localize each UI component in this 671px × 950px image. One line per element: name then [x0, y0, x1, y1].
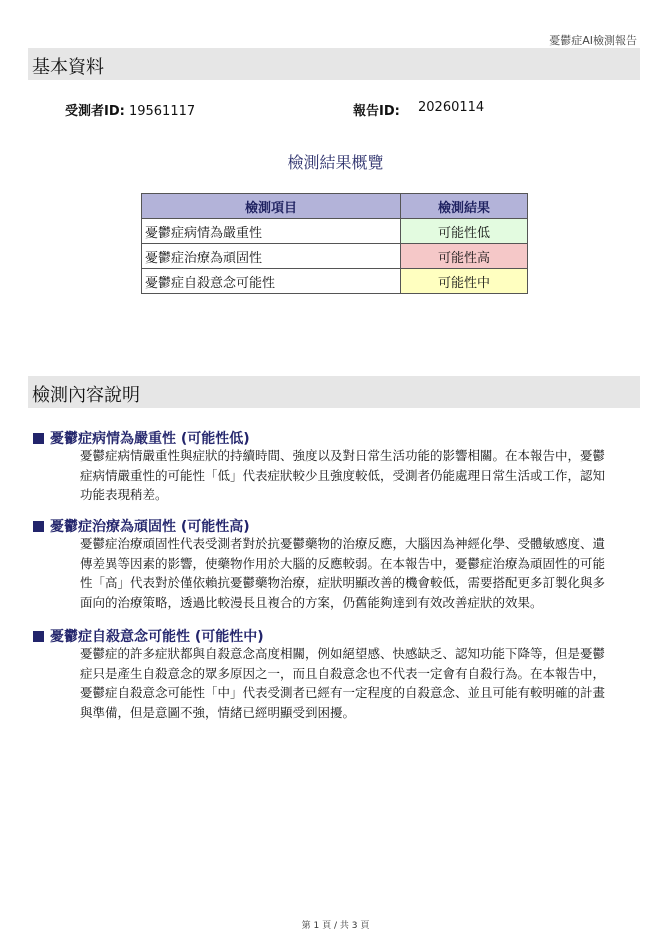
paragraph-line: 症只是產生自殺意念的眾多原因之一，而且自殺意念也不代表一定會有自殺行為。在本報告中， — [80, 665, 606, 681]
detail-heading — [33, 516, 250, 536]
paragraph-line: 面向的治療策略，透過比較漫長且複合的方案，仍舊能夠達到有效改善症狀的效果。 — [80, 594, 543, 610]
section-title: 基本資料 — [32, 57, 104, 78]
paragraph-line: 憂鬱症的許多症狀都與自殺意念高度相關，例如絕望感、快感缺乏、認知功能下降等，但是憂鬱 — [80, 646, 606, 661]
header-result: 檢測結果 — [401, 194, 528, 219]
summary-table — [141, 193, 528, 294]
subject-id-value: 19561117 — [128, 104, 196, 119]
table-row — [142, 244, 528, 269]
running-header: 憂鬱症AI檢測報告 — [549, 34, 637, 47]
square-bullet-icon — [33, 521, 44, 532]
section-bar-details — [28, 376, 640, 408]
item-cell: 憂鬱症自殺意念可能性 — [142, 269, 401, 294]
report-id-value: 20260114 — [418, 100, 485, 115]
square-bullet-icon — [33, 433, 44, 444]
paragraph-line: 傳差異等因素的影響，使藥物作用於大腦的反應較弱。在本報告中，憂鬱症治療為頑固性的可能 — [80, 555, 606, 571]
page-footer: 第 1 頁 / 共 3 頁 — [301, 921, 370, 931]
paragraph-line: 與準備，但是意圖不強，情緒已經明顯受到困擾。 — [80, 704, 356, 720]
detail-heading — [33, 428, 250, 448]
detail-paragraph — [80, 644, 620, 722]
detail-heading — [33, 626, 264, 646]
subject-id-label: 受測者ID: — [65, 104, 125, 119]
header-item: 檢測項目 — [142, 194, 401, 219]
square-bullet-icon — [33, 631, 44, 642]
report-id — [353, 100, 400, 119]
item-cell: 憂鬱症治療為頑固性 — [142, 244, 401, 269]
detail-paragraph — [80, 534, 620, 612]
detail-heading-text: 憂鬱症自殺意念可能性 (可能性中) — [50, 629, 264, 645]
detail-paragraph — [80, 446, 620, 505]
detail-heading-text: 憂鬱症治療為頑固性 (可能性高) — [50, 519, 250, 535]
paragraph-line: 功能表現稍差。 — [80, 487, 168, 502]
result-cell: 可能性低 — [401, 219, 528, 244]
paragraph-line: 憂鬱症治療頑固性代表受測者對於抗憂鬱藥物的治療反應，大腦因為神經化學、受體敏感度、遺 — [80, 536, 606, 551]
subject-id — [65, 100, 195, 119]
table-row — [142, 269, 528, 294]
report-id-label: 報告ID: — [353, 104, 400, 119]
section-title: 檢測內容說明 — [32, 385, 140, 406]
table-row — [142, 219, 528, 244]
result-cell: 可能性高 — [401, 244, 528, 269]
item-cell: 憂鬱症病情為嚴重性 — [142, 219, 401, 244]
paragraph-line: 性「高」代表對於僅依賴抗憂鬱藥物治療，症狀明顯改善的機會較低，需要搭配更多訂製化與多 — [80, 575, 606, 590]
paragraph-line: 憂鬱症自殺意念可能性「中」代表受測者已經有一定程度的自殺意念、並且可能有較明確的計畫 — [80, 685, 606, 700]
paragraph-line: 憂鬱症病情嚴重性與症狀的持續時間、強度以及對日常生活功能的影響相關。在本報告中，憂鬱 — [80, 448, 606, 463]
section-bar-basic-info — [28, 48, 640, 80]
result-cell: 可能性中 — [401, 269, 528, 294]
detail-heading-text: 憂鬱症病情為嚴重性 (可能性低) — [50, 431, 250, 447]
table-header-row — [142, 194, 528, 219]
paragraph-line: 症病情嚴重性的可能性「低」代表症狀較少且強度較低，受測者仍能處理日常生活或工作，認知 — [80, 467, 606, 483]
summary-title: 檢測結果概覽 — [287, 153, 384, 172]
